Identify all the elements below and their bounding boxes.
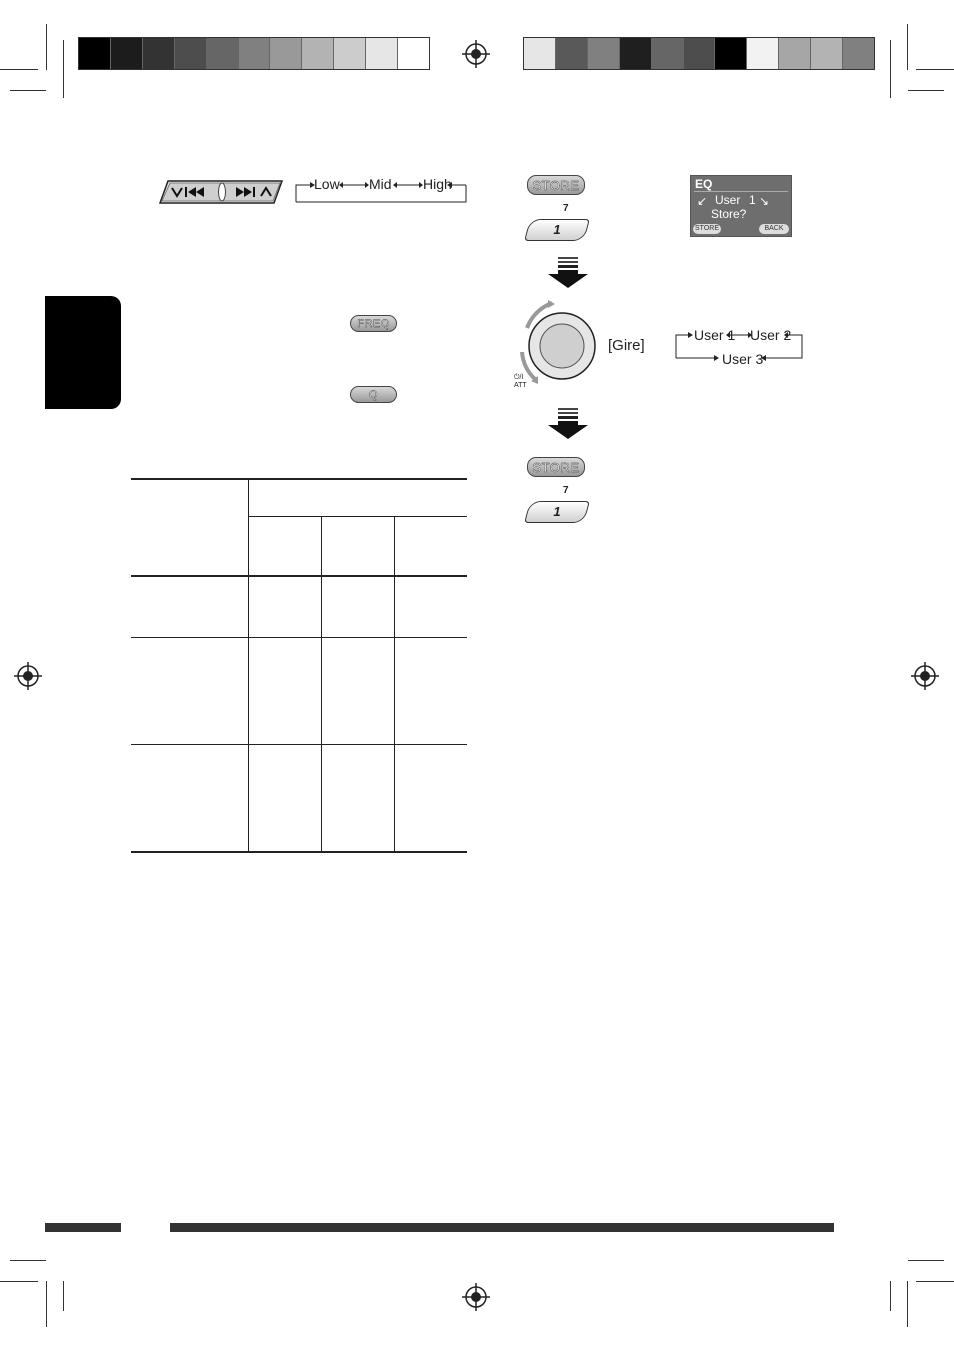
color-swatch [714,38,746,69]
crop-mark [10,1260,46,1261]
display-right-arrow-icon: ↘ [759,194,770,208]
color-swatch [269,38,301,69]
display-divider [694,191,788,192]
crop-mark [0,1281,38,1282]
table-row-rule [131,637,467,638]
preset-1-button[interactable] [524,219,590,241]
level-low: Low [314,176,340,192]
color-swatch [842,38,874,69]
color-swatch [79,38,110,69]
color-swatch [365,38,397,69]
display-store-softkey: STORE [695,225,719,232]
registration-mark-icon [462,1283,490,1311]
table-header-rule [131,575,467,577]
display-line1: User [715,193,741,207]
crop-mark [908,90,944,91]
table-col-divider [394,516,395,853]
color-swatch [301,38,333,69]
color-swatch [333,38,365,69]
preset-1-label: 1 [553,504,561,519]
store-button[interactable]: STORE [527,457,585,477]
table-top-rule [131,478,467,480]
registration-mark-icon [14,662,42,690]
crop-mark [908,1260,944,1261]
language-tab [45,296,121,409]
registration-mark-icon [462,40,490,68]
att-label: ATT [514,382,527,389]
color-swatch [683,38,715,69]
color-swatch [619,38,651,69]
right-color-bar [523,37,875,70]
q-button[interactable]: Q [350,386,397,403]
registration-mark-icon [911,662,939,690]
color-swatch [651,38,683,69]
color-swatch [587,38,619,69]
crop-mark [907,1281,908,1327]
freq-button[interactable]: FREQ [350,315,397,332]
crop-mark [63,1281,64,1311]
display-left-arrow-icon: ↙ [697,194,708,208]
color-swatch [810,38,842,69]
crop-mark [63,40,64,98]
table-row-rule [131,744,467,745]
arrow-down-icon [548,408,588,440]
level-mid: Mid [369,176,392,192]
footer-bar-left [45,1223,121,1232]
color-swatch [174,38,206,69]
arrow-down-icon [548,257,588,289]
display-title: EQ [695,177,713,191]
dial-instruction: [Gire] [608,337,645,354]
color-swatch [555,38,587,69]
display-back-softkey: BACK [759,224,789,234]
color-swatch [110,38,142,69]
color-swatch [746,38,778,69]
preset-1-button[interactable] [524,501,590,523]
user-3: User 3 [722,351,764,367]
crop-mark [907,24,908,70]
color-swatch [397,38,429,69]
skip-buttons-icon[interactable] [158,179,286,205]
crop-mark [0,69,38,70]
crop-mark [10,90,46,91]
color-swatch [524,38,555,69]
crop-mark [46,1281,47,1327]
store-button[interactable]: STORE [527,175,585,195]
left-color-bar [78,37,430,70]
table-col-divider [248,478,249,853]
color-swatch [778,38,810,69]
display-line2: Store? [711,207,747,221]
table-col-divider [321,516,322,853]
color-swatch [142,38,174,69]
footer-bar-right [170,1223,834,1232]
display-line1-value: 1 [749,193,756,207]
table-sub-rule [249,516,467,517]
crop-mark [890,40,891,98]
table-bottom-rule [131,851,467,853]
power-label: ⏻/I [514,374,524,381]
user-1: User 1 [694,327,736,343]
color-swatch [206,38,238,69]
crop-mark [916,1281,954,1282]
crop-mark [46,24,47,70]
preset-secondary-label: 7 [563,203,569,214]
power-att-label [514,374,527,390]
eq-display [690,175,792,237]
crop-mark [890,1281,891,1311]
preset-1-label: 1 [553,222,561,237]
color-swatch [238,38,270,69]
preset-secondary-label: 7 [563,485,569,496]
user-2: User 2 [750,327,792,343]
level-high: High [423,176,452,192]
crop-mark [916,69,954,70]
